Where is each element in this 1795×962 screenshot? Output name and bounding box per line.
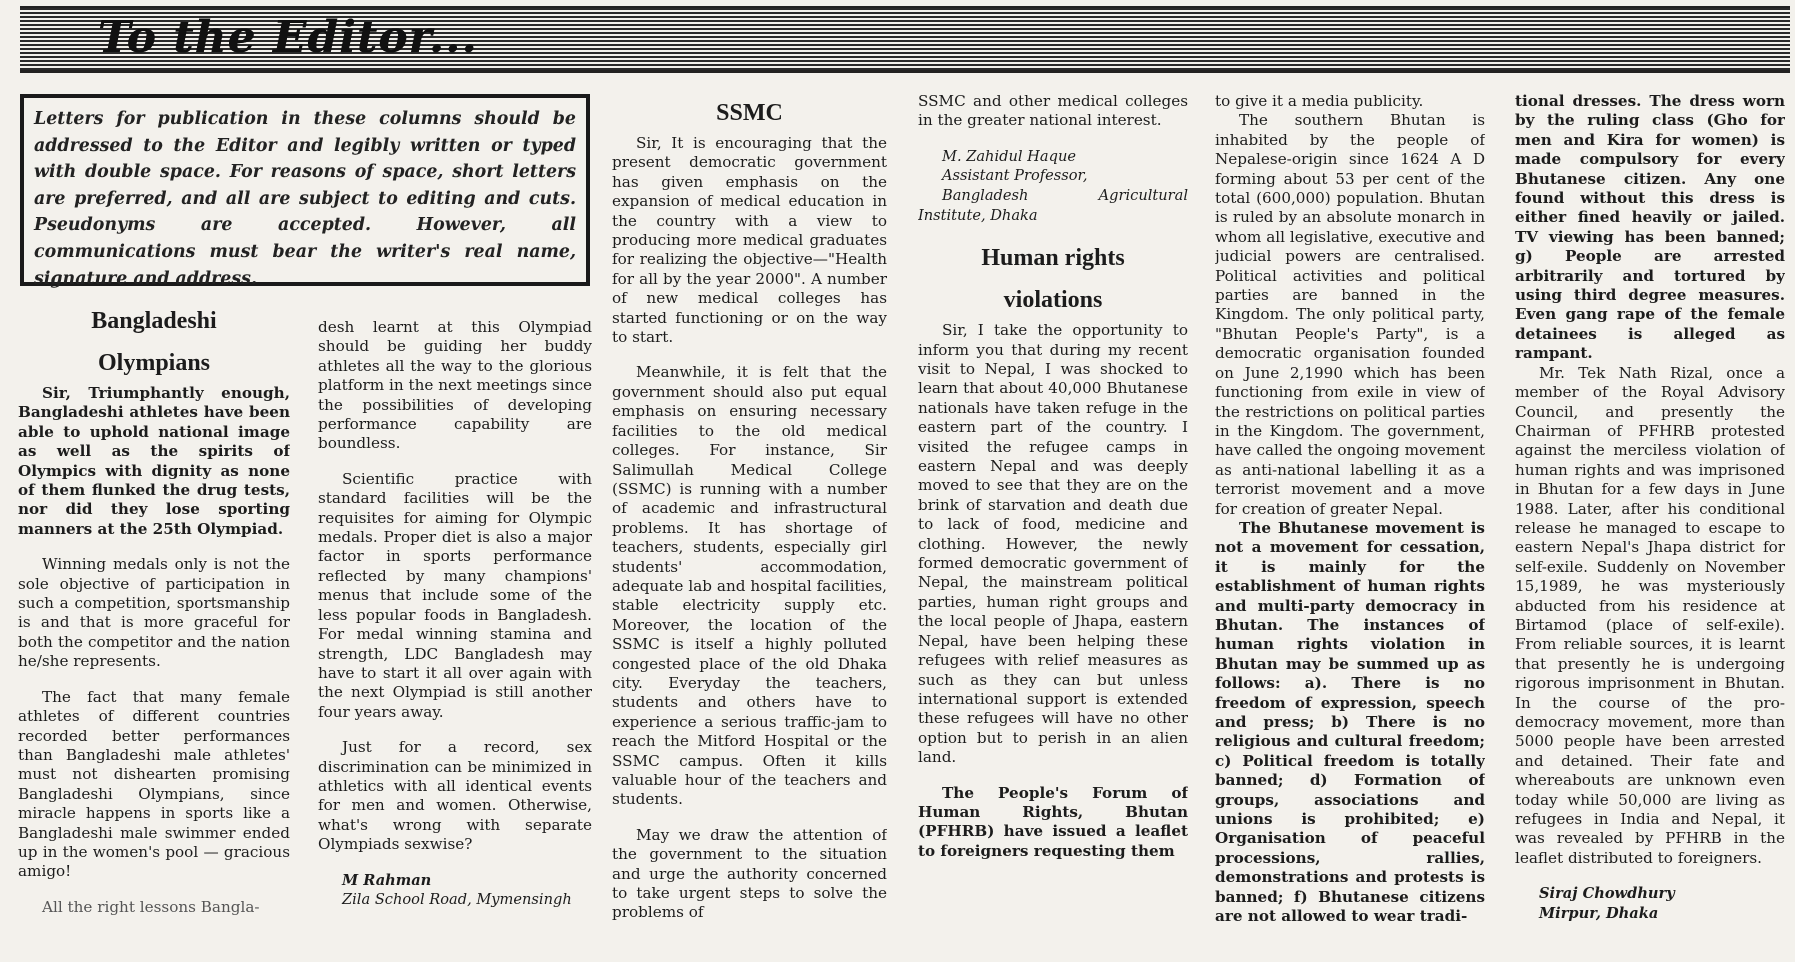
section-banner: [20, 6, 1790, 73]
letter1-heading-line1: Bangladeshi: [91, 308, 217, 334]
letter3-heading-line2: violations: [1003, 287, 1103, 314]
letter2-signature-name: M. Zahidul Haque: [942, 147, 1076, 165]
editorial-notice-box: Letters for publication in these columns should be addressed to the Editor and legibly written or typed with double space. For reasons of space, short letters are preferred, and all are subject to editing and cuts. Pseudonyms are accepted. However, all communications must bear the writer's real name, signature and address.: [20, 94, 590, 286]
letter2-paragraph-3: May we draw the attention of the government to the situation and urge the authority concerned to take urgent steps to solve the problems of: [612, 825, 887, 922]
letter2-heading: SSMC: [716, 100, 783, 126]
column-5: [1215, 92, 1485, 962]
letter3-paragraph-5: Mr. Tek Nath Rizal, once a member of the Royal Advisory Council, and presently the Chairman of PFHRB protested against the merciless violation of human rights and was imprisoned in Bhutan for a few days in June 1988. Later, after his conditional release he managed to escape to eastern Nepal's Jhapa district for self-exile. Suddenly on November 15,1989, he was mysteriously abducted from his residence at Birtamod (place of self-exile). From reliable sources, it is learnt that presently he is undergoing rigorous imprisonment in Bhutan. In the course of the pro-democracy movement, more than 5000 people have been arrested and detained. Their fate and whereabouts are unknown even today while 50,000 are living as refugees in India and Nepal, it was revealed by PFHRB in the leaflet distributed to foreigners.: [1515, 363, 1785, 867]
letter3-paragraph-2: The People's Forum of Human Rights, Bhutan (PFHRB) have issued a leaflet to foreigners requesting them: [918, 783, 1188, 860]
letter2-signature-institution: Bangladesh Agricultural Institute, Dhaka: [918, 187, 1188, 224]
letter1-paragraph-4-cont: desh learnt at this Olympiad should be guiding her buddy athletes all the way to the glorious platform in the next meetings since the possibilities of developing performance capability are boundless.: [318, 318, 592, 453]
column-6: [1515, 92, 1785, 962]
column-3: [612, 92, 887, 962]
letter2-signature-title: Assistant Professor,: [942, 167, 1088, 185]
letter1-paragraph-1: Sir, Triumphantly enough, Bangladeshi athletes have been able to uphold national image as well as the spirits of Olympics with dignity as none of them flunked the drug tests, nor did they lose sporting manners at the 25th Olympiad.: [18, 384, 290, 538]
letter1-paragraph-4-start: All the right lessons Bangla-: [42, 897, 260, 916]
letter1-paragraph-6: Just for a record, sex discrimination can be minimized in athletics with all identical events for men and women. Otherwise, what's wrong with separate Olympiads sexwise?: [318, 738, 592, 854]
letter3-paragraph-4: The Bhutanese movement is not a movement for cessation, it is mainly for the establishment of human rights and multi-party democracy in Bhutan. The instances of human rights violation in Bhutan may be summed up as follows: a). There is no freedom of expression, speech and press; b) There is no religious and cultural freedom; c) Political freedom is totally banned; d) Formation of groups, associations and unions is prohibited; e) Organisation of peaceful processions, rallies, demonstrations and protests is banned; f) Bhutanese citizens are not allowed to wear tradi-: [1215, 518, 1485, 926]
letter1-paragraph-5: Scientific practice with standard facilities will be the requisites for aiming for Olympic medals. Proper diet is also a major factor in sports performance reflected by many champions' menus that include some of the less popular foods in Bangladesh. For medal winning stamina and strength, LDC Bangladesh may have to start it all over again with the next Olympiad is still another four years away.: [318, 469, 592, 721]
column-1: [18, 300, 290, 962]
column-4: [918, 92, 1188, 962]
letter3-signature-address: Mirpur, Dhaka: [1539, 904, 1659, 922]
letter1-signature-address: Zila School Road, Mymensingh: [342, 891, 572, 909]
letter3-heading-line1: Human rights: [981, 245, 1125, 272]
letter1-paragraph-3: The fact that many female athletes of different countries recorded better performances than Bangladeshi male athletes' must not dishearten promising Bangladeshi Olympians, since miracle happens in sports like a Bangladeshi male swimmer ended up in the women's pool — gracious amigo!: [18, 687, 290, 881]
letter2-paragraph-1: Sir, It is encouraging that the present democratic government has given emphasis on the expansion of medical education in the country with a view to producing more medical graduates for realizing the objective—"Health for all by the year 2000". A number of new medical colleges has started functioning or on the way to start.: [612, 134, 887, 347]
letter3-paragraph-3: The southern Bhutan is inhabited by the people of Nepalese-origin since 1624 A D forming about 53 per cent of the total (600,000) population. Bhutan is ruled by an absolute monarch in whom all legislative, executive and judicial powers are centralised. Political activities and political parties are banned in the Kingdom. The only political party, "Bhutan People's Party", is a democratic organisation founded on June 2,1990 which has been functioning from exile in view of the restrictions on political parties in the Kingdom. The government, have called the ongoing movement as anti-national labelling it as a terrorist movement and a move for creation of greater Nepal.: [1215, 111, 1485, 518]
letter2-paragraph-3-cont: SSMC and other medical colleges in the greater national interest.: [918, 92, 1188, 130]
column-2: [318, 318, 592, 962]
letter1-heading-line2: Olympians: [97, 350, 211, 376]
section-title: To the Editor...: [98, 12, 478, 63]
letter3-paragraph-4-cont: tional dresses. The dress worn by the ruling class (Gho for men and Kira for women) is made compulsory for every Bhutanese citizen. Any one found without this dress is either fined heavily or jailed. TV viewing has been banned; g) People are arrested arbitrarily and tortured by using third degree measures. Even gang rape of the female detainees is alleged as rampant.: [1515, 92, 1785, 363]
letter1-signature-name: M Rahman: [342, 871, 432, 889]
letter3-signature-name: Siraj Chowdhury: [1539, 885, 1675, 903]
letter3-paragraph-1: Sir, I take the opportunity to inform you that during my recent visit to Nepal, I was shocked to learn that about 40,000 Bhutanese nationals have taken refuge in the eastern part of the country. I visited the refugee camps in eastern Nepal and was deeply moved to see that they are on the brink of starvation and death due to lack of food, medicine and clothing. However, the newly formed democratic government of Nepal, the mainstream political parties, human right groups and the local people of Jhapa, eastern Nepal, have been helping these refugees with relief measures as such as they can but unless international support is extended these refugees will have no other option but to perish in an alien land.: [918, 321, 1188, 767]
letter3-paragraph-2-cont: to give it a media publicity.: [1215, 92, 1424, 110]
letter1-paragraph-2: Winning medals only is not the sole objective of participation in such a competition, sportsmanship is and that is more graceful for both the competitor and the nation he/she represents.: [18, 555, 290, 671]
letter2-paragraph-2: Meanwhile, it is felt that the government should also put equal emphasis on ensuring necessary facilities to the old medical colleges. For instance, Sir Salimullah Medical College (SSMC) is running with a number of academic and infrastructural problems. It has shortage of teachers, students, especially girl students' accommodation, adequate lab and hospital facilities, stable electricity supply etc. Moreover, the location of the SSMC is itself a highly polluted congested place of the old Dhaka city. Everyday the teachers, students and others have to experience a serious traffic-jam to reach the Mitford Hospital or the SSMC campus. Often it kills valuable hour of the teachers and students.: [612, 363, 887, 809]
